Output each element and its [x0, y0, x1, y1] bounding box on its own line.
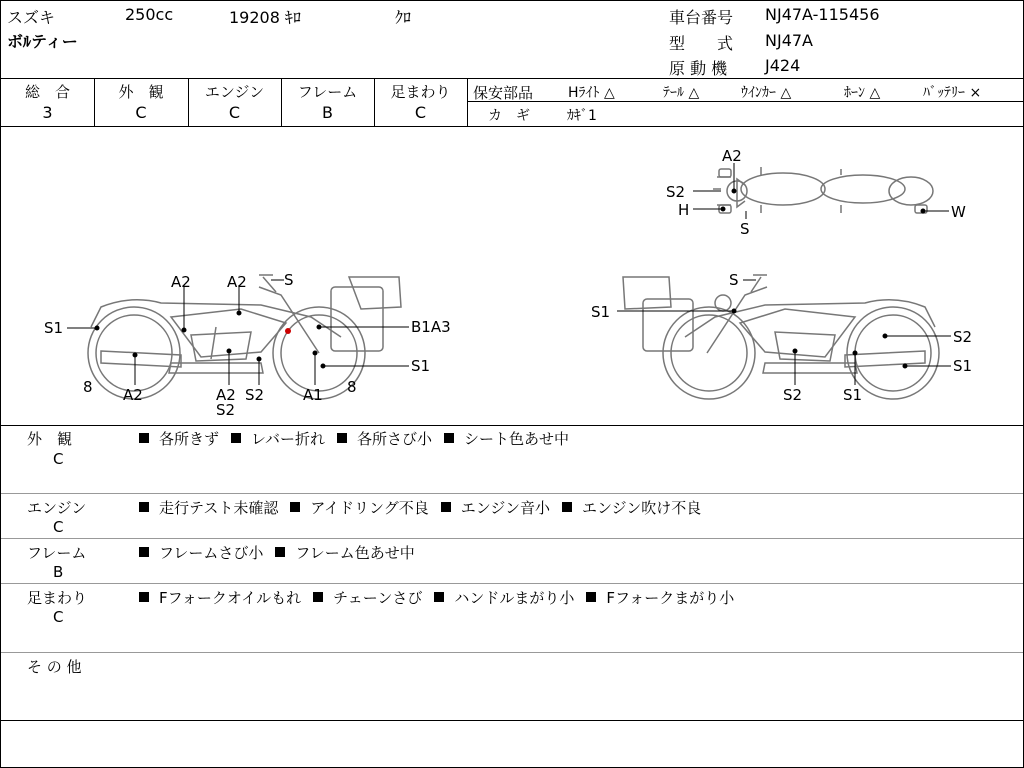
diagram-label: A1 [303, 386, 323, 404]
safety-battery: ﾊﾞｯﾃﾘｰ × [923, 85, 982, 101]
grade-value-frame: B [322, 103, 333, 122]
damage-diagram [1, 127, 1023, 425]
grade-value-exterior: C [135, 103, 147, 122]
grade-label-engine: エンジン [204, 83, 265, 101]
frame-no: NJ47A-115456 [765, 5, 880, 24]
note-grade-exterior: C [53, 450, 64, 468]
note-item: エンジン音小 [441, 499, 550, 517]
diagram-label: S1 [953, 357, 973, 375]
diagram-label: S2 [216, 401, 236, 419]
note-item: アイドリング不良 [290, 499, 428, 517]
divider [467, 78, 468, 126]
note-item: 各所きず [139, 430, 219, 448]
diagram-label: S2 [783, 386, 803, 404]
diagram-label: A2 [171, 273, 191, 291]
note-item: レバー折れ [231, 430, 325, 448]
divider [1, 583, 1023, 584]
safety-label: 保安部品 [473, 84, 534, 102]
key-label: カ ギ [488, 108, 530, 124]
diagram-label: S1 [843, 386, 863, 404]
note-item: エンジン吹け不良 [562, 499, 701, 517]
mark-accent [285, 328, 291, 334]
note-item: 各所さび小 [337, 430, 432, 448]
model-name: ボﾙティー [7, 32, 78, 51]
diagram-label: 8 [347, 378, 357, 396]
note-grade-frame: B [53, 563, 64, 581]
note-item: 走行テスト未確認 [139, 499, 278, 517]
diagram-label: A2 [123, 386, 143, 404]
key-value: ｶｷﾞ1 [567, 108, 597, 124]
safety-horn: ﾎｰﾝ △ [844, 85, 881, 101]
divider [1, 78, 1023, 79]
diagram-label: W [951, 203, 966, 221]
mileage: 19208 ｷﾛ [229, 8, 301, 27]
note-item: フレームさび小 [139, 544, 263, 562]
type-label: 型 式 [669, 34, 734, 53]
note-items-exterior [139, 428, 581, 449]
divider [1, 652, 1023, 653]
safety-headlight: Hﾗｲﾄ △ [568, 85, 615, 101]
diagram-label: B1A3 [411, 318, 451, 336]
grade-value-engine: C [228, 103, 241, 122]
note-item: チェーンさび [313, 589, 422, 607]
grade-value-suspension: C [414, 103, 427, 122]
diagram-label: S1 [411, 357, 431, 375]
type-value: NJ47A [765, 31, 813, 50]
diagram-label: S2 [245, 386, 265, 404]
diagram-label: A2 [227, 273, 247, 291]
grade-label-suspension: 足まわり [390, 83, 451, 101]
grade-label-exterior: 外 観 [118, 83, 164, 101]
note-item: Fフォークまがり小 [586, 589, 734, 607]
grade-value-overall: 3 [42, 103, 53, 122]
safety-tail: ﾃｰﾙ △ [663, 85, 700, 101]
diagram-label: S2 [666, 183, 686, 201]
divider [1, 425, 1023, 426]
note-label-engine: エンジン [27, 499, 87, 517]
safety-winker: ｳｲﾝｶｰ △ [741, 85, 792, 101]
divider [1, 493, 1023, 494]
grade-label-frame: フレーム [297, 83, 358, 101]
displacement: 250cc [125, 5, 174, 24]
maker: スズキ [7, 8, 56, 27]
diagram-label: A2 [216, 386, 236, 404]
grade-label-overall: 総 合 [24, 83, 70, 101]
note-item: シート色あせ中 [444, 430, 569, 448]
diagram-label: S [284, 271, 294, 289]
diagram-label: S2 [953, 328, 973, 346]
note-items-engine [139, 497, 713, 518]
diagram-label: A2 [722, 147, 742, 165]
note-item: Fフォークオイルもれ [139, 589, 301, 607]
note-label-frame: フレーム [27, 544, 87, 562]
bike-top-view [713, 167, 933, 213]
engine-label: 原 動 機 [669, 59, 728, 78]
note-grade-suspension: C [53, 608, 64, 626]
bike-right-side [623, 275, 939, 399]
note-label-other: そ の 他 [27, 658, 82, 676]
diagram-label: 8 [83, 378, 93, 396]
note-label-suspension: 足まわり [27, 589, 88, 607]
diagram-label: S [729, 271, 739, 289]
divider [1, 538, 1023, 539]
note-items-suspension [139, 587, 746, 608]
note-items-frame [139, 542, 427, 563]
engine-value: J424 [765, 56, 801, 75]
note-label-exterior: 外 観 [27, 430, 73, 448]
diagram-label: S [740, 220, 750, 238]
note-item: ハンドルまがり小 [434, 589, 574, 607]
note-item: フレーム色あせ中 [275, 544, 414, 562]
note-grade-engine: C [53, 518, 64, 536]
diagram-label: S1 [44, 319, 64, 337]
diagram-label: H [678, 201, 690, 219]
divider [1, 720, 1023, 721]
diagram-label: S1 [591, 303, 611, 321]
color: ｸﾛ [395, 8, 412, 27]
frame-no-label: 車台番号 [669, 8, 734, 27]
